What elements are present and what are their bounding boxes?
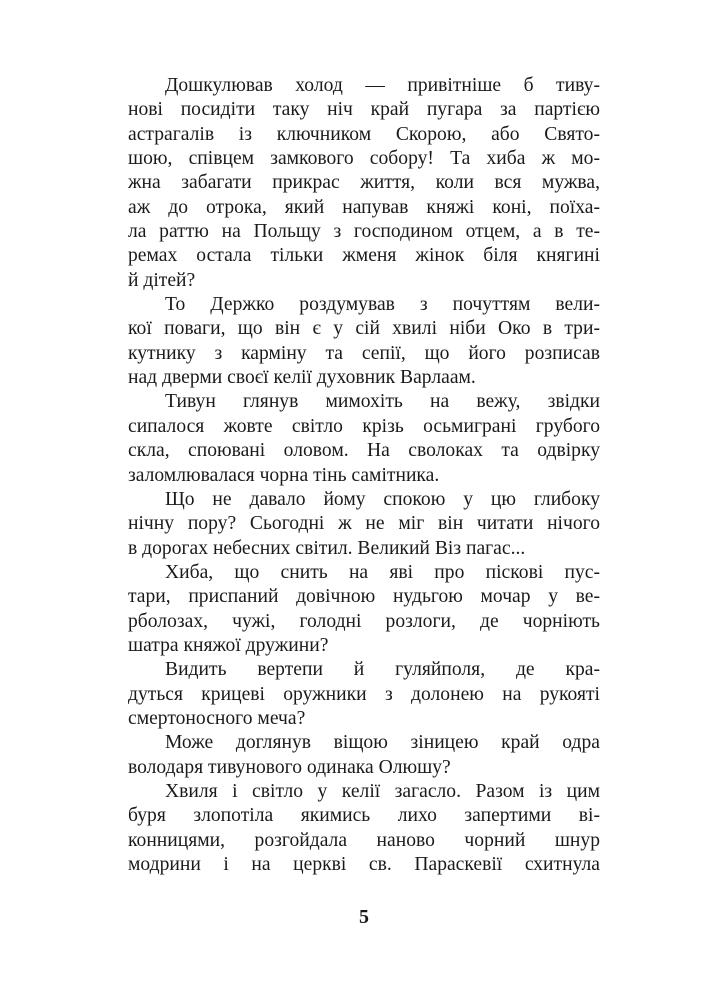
text-line: смертоносного меча? [128, 707, 306, 729]
paragraph [128, 731, 600, 780]
text-line: дуться крицеві оружники з долонею на рукояті [128, 683, 600, 705]
text-line: заломлювалася чорна тінь самітника. [128, 464, 440, 486]
text-line: кої поваги, що він є у сій хвилі ніби Око в три- [128, 318, 600, 340]
text-line: конницями, розгойдала наново чорний шнур [128, 829, 600, 851]
text-line: шою, співцем замкового собору! Та хиба ж мо- [128, 148, 600, 170]
paragraph [128, 561, 600, 658]
text-line: й дітей? [128, 269, 196, 291]
text-line: астрагалів із ключником Скорою, або Свято- [128, 123, 600, 145]
page-body [128, 74, 600, 877]
text-line: Хвиля і світло у келії загасло. Разом із цим [165, 780, 600, 802]
text-line: модрини і на церкві св. Параскевії схитнула [128, 854, 600, 875]
text-line: скла, споювані оловом. На сволоках та одвірку [128, 440, 600, 462]
text-line: кутнику з карміну та сепії, що його розписав [128, 342, 600, 364]
paragraph [128, 780, 600, 877]
text-line: в дорогах небесних світил. Великий Віз пагас... [128, 537, 526, 559]
text-line: аж до отрока, який напував княжі коні, поїха- [128, 196, 600, 218]
text-line: Видить вертепи й гуляйполя, де кра- [165, 659, 600, 681]
paragraph [128, 658, 600, 731]
text-line: Дошкулював холод — привітніше б тиву- [165, 75, 600, 96]
text-line: нові посидіти таку ніч край пугара за партією [128, 99, 600, 121]
page-number: 5 [359, 906, 369, 928]
text-line: Може доглянув віщою зіницею край одра [165, 732, 600, 754]
text-line: володаря тивунового одинака Олюшу? [128, 756, 451, 778]
text-line: Що не давало йому спокою у цю глибоку [165, 488, 600, 510]
paragraph [128, 488, 600, 561]
text-line: То Держко роздумував з почуттям вели- [165, 294, 600, 316]
text-line: буря злопотіла якимись лихо запертими ві- [128, 805, 600, 827]
text-line: Тивун глянув мимохіть на вежу, звідки [165, 391, 600, 413]
text-line: над дверми своєї келії духовник Варлаам. [128, 367, 476, 389]
paragraph [128, 74, 600, 293]
text-line: сипалося жовте світло крізь осьмиграні грубого [128, 415, 600, 437]
text-line: Хиба, що снить на яві про піскові пус- [165, 561, 600, 583]
text-line: ремах остала тільки жменя жінок біля княгині [128, 245, 600, 267]
text-line: ла раттю на Польщу з господином отцем, а в те- [128, 221, 600, 243]
text-line: рболозах, чужі, голодні розлоги, де чорніють [128, 610, 600, 632]
paragraph [128, 293, 600, 390]
text-line: жна забагати прикрас життя, коли вся мужва, [128, 172, 600, 194]
text-line: нічну пору? Сьогодні ж не міг він читати нічого [128, 513, 600, 535]
text-line: шатра княжої дружини? [128, 634, 329, 656]
paragraph [128, 390, 600, 487]
text-line: тари, приспаний довічною нудьгою мочар у ве- [128, 586, 600, 608]
